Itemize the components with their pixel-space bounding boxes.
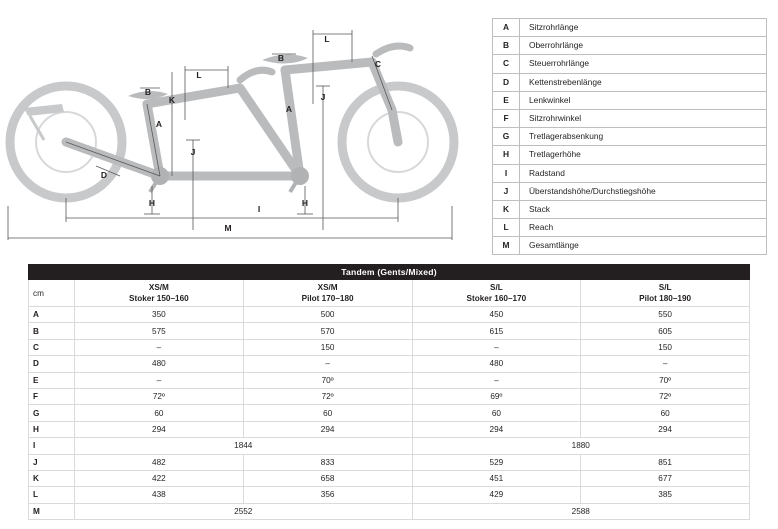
table-cell: – <box>412 339 581 355</box>
column-header <box>412 280 581 307</box>
table-row <box>29 405 750 421</box>
table-cell: 500 <box>243 307 412 323</box>
table-cell: 482 <box>75 454 244 470</box>
diagram-label: J <box>190 147 196 157</box>
table-cell: 615 <box>412 323 581 339</box>
table-cell: 72º <box>581 388 750 404</box>
table-cell: 480 <box>412 356 581 372</box>
table-cell: 450 <box>412 307 581 323</box>
row-key: A <box>29 307 75 323</box>
column-header-line2: Pilot 180–190 <box>639 294 692 303</box>
legend-label: Gesamtlänge <box>529 240 579 251</box>
legend-key: A <box>493 19 520 36</box>
legend-label: Reach <box>529 222 554 233</box>
table-row <box>29 470 750 486</box>
table-cell: 658 <box>243 470 412 486</box>
legend-label: Überstandshöhe/Durchstiegshöhe <box>529 185 656 196</box>
table-cell: 294 <box>581 421 750 437</box>
column-header-line1: XS/M <box>317 282 338 292</box>
table-row <box>29 454 750 470</box>
diagram-label: H <box>148 198 156 208</box>
table-cell: 1844 <box>75 438 413 454</box>
legend-label: Steuerrohrlänge <box>529 58 590 69</box>
row-key: J <box>29 454 75 470</box>
table-cell: – <box>581 356 750 372</box>
diagram-label: B <box>144 87 152 97</box>
column-header-line2: Pilot 170–180 <box>301 294 354 303</box>
diagram-label: H <box>301 198 309 208</box>
table-cell: 60 <box>581 405 750 421</box>
table-cell: 550 <box>581 307 750 323</box>
table-cell: 72º <box>75 388 244 404</box>
diagram-label: D <box>100 170 108 180</box>
table-cell: 69º <box>412 388 581 404</box>
column-header-line1: S/L <box>490 282 503 292</box>
row-key: F <box>29 388 75 404</box>
legend-label: Stack <box>529 203 550 214</box>
column-header <box>75 280 244 307</box>
diagram-label: M <box>224 223 232 233</box>
legend <box>492 18 767 255</box>
table-row <box>29 503 750 519</box>
legend-label: Kettenstrebenlänge <box>529 76 602 87</box>
table-cell: 677 <box>581 470 750 486</box>
table-cell: – <box>75 372 244 388</box>
table-title: Tandem (Gents/Mixed) <box>29 265 750 280</box>
column-header-line2: Stoker 160–170 <box>466 294 527 303</box>
legend-label: Radstand <box>529 167 565 178</box>
legend-item <box>493 55 766 73</box>
table-cell: 851 <box>581 454 750 470</box>
table-row <box>29 356 750 372</box>
row-key: C <box>29 339 75 355</box>
legend-key: G <box>493 128 520 145</box>
diagram-label: I <box>257 204 261 214</box>
row-key: G <box>29 405 75 421</box>
geometry-table <box>28 264 750 520</box>
legend-key: D <box>493 74 520 91</box>
row-key: M <box>29 503 75 519</box>
legend-item <box>493 92 766 110</box>
table-cell: 60 <box>412 405 581 421</box>
table-cell: 150 <box>581 339 750 355</box>
table-cell: 2588 <box>412 503 750 519</box>
table-cell: 605 <box>581 323 750 339</box>
column-header <box>243 280 412 307</box>
table-row <box>29 323 750 339</box>
legend-key: L <box>493 219 520 236</box>
unit-label: cm <box>29 280 75 307</box>
legend-item <box>493 237 766 255</box>
column-header-line1: XS/M <box>148 282 169 292</box>
legend-item <box>493 74 766 92</box>
legend-label: Oberrohrlänge <box>529 40 584 51</box>
legend-item <box>493 165 766 183</box>
table-cell: 70º <box>581 372 750 388</box>
table-cell: 2552 <box>75 503 413 519</box>
table-cell: 833 <box>243 454 412 470</box>
diagram-label: B <box>277 53 285 63</box>
table-cell: 438 <box>75 487 244 503</box>
legend-item <box>493 183 766 201</box>
table-cell: 575 <box>75 323 244 339</box>
table-row <box>29 372 750 388</box>
row-key: E <box>29 372 75 388</box>
legend-item <box>493 110 766 128</box>
legend-key: I <box>493 165 520 182</box>
table-cell: 529 <box>412 454 581 470</box>
table-cell: 350 <box>75 307 244 323</box>
table-row <box>29 438 750 454</box>
diagram-label: A <box>155 119 163 129</box>
legend-item <box>493 201 766 219</box>
diagram-label: K <box>168 95 176 105</box>
legend-item <box>493 37 766 55</box>
table-cell: 294 <box>412 421 581 437</box>
legend-label: Tretlagerabsenkung <box>529 131 604 142</box>
legend-key: B <box>493 37 520 54</box>
table-cell: 294 <box>75 421 244 437</box>
legend-label: Sitzrohrwinkel <box>529 112 582 123</box>
column-header <box>581 280 750 307</box>
table-cell: 422 <box>75 470 244 486</box>
table-cell: 429 <box>412 487 581 503</box>
table-header-row <box>29 280 750 307</box>
table-cell: 451 <box>412 470 581 486</box>
legend-key: M <box>493 237 520 254</box>
legend-label: Sitzrohrlänge <box>529 22 579 32</box>
table-cell: 294 <box>243 421 412 437</box>
table-cell: 70º <box>243 372 412 388</box>
diagram-label: L <box>324 34 330 44</box>
table-row <box>29 487 750 503</box>
legend-label: Tretlagerhöhe <box>529 149 581 160</box>
legend-label: Lenkwinkel <box>529 94 571 105</box>
table-cell: 150 <box>243 339 412 355</box>
bike-silhouette <box>10 46 454 198</box>
table-row <box>29 421 750 437</box>
diagram-label: J <box>320 92 326 102</box>
legend-item <box>493 128 766 146</box>
tandem-geometry-diagram <box>0 0 480 252</box>
legend-item <box>493 146 766 164</box>
diagram-label: A <box>285 104 293 114</box>
table-cell: 570 <box>243 323 412 339</box>
row-key: H <box>29 421 75 437</box>
diagram-label: L <box>196 70 202 80</box>
row-key: I <box>29 438 75 454</box>
table-cell: 60 <box>243 405 412 421</box>
row-key: B <box>29 323 75 339</box>
legend-key: H <box>493 146 520 163</box>
row-key: K <box>29 470 75 486</box>
table-cell: 385 <box>581 487 750 503</box>
table-cell: 60 <box>75 405 244 421</box>
table-cell: – <box>75 339 244 355</box>
legend-key: K <box>493 201 520 218</box>
diagram-label: C <box>374 59 382 69</box>
row-key: L <box>29 487 75 503</box>
legend-item <box>493 19 766 37</box>
table-cell: 72º <box>243 388 412 404</box>
table-cell: 356 <box>243 487 412 503</box>
column-header-line1: S/L <box>658 282 672 292</box>
legend-key: F <box>493 110 520 127</box>
table-cell: 480 <box>75 356 244 372</box>
legend-key: E <box>493 92 520 109</box>
table-row <box>29 388 750 404</box>
column-header-line2: Stoker 150–160 <box>129 294 189 303</box>
table-row <box>29 307 750 323</box>
table-title-row <box>29 265 750 280</box>
legend-key: J <box>493 183 520 200</box>
legend-item <box>493 219 766 237</box>
table-cell: 1880 <box>412 438 750 454</box>
table-row <box>29 339 750 355</box>
legend-key: C <box>493 55 520 72</box>
row-key: D <box>29 356 75 372</box>
table-cell: – <box>412 372 581 388</box>
table-cell: – <box>243 356 412 372</box>
